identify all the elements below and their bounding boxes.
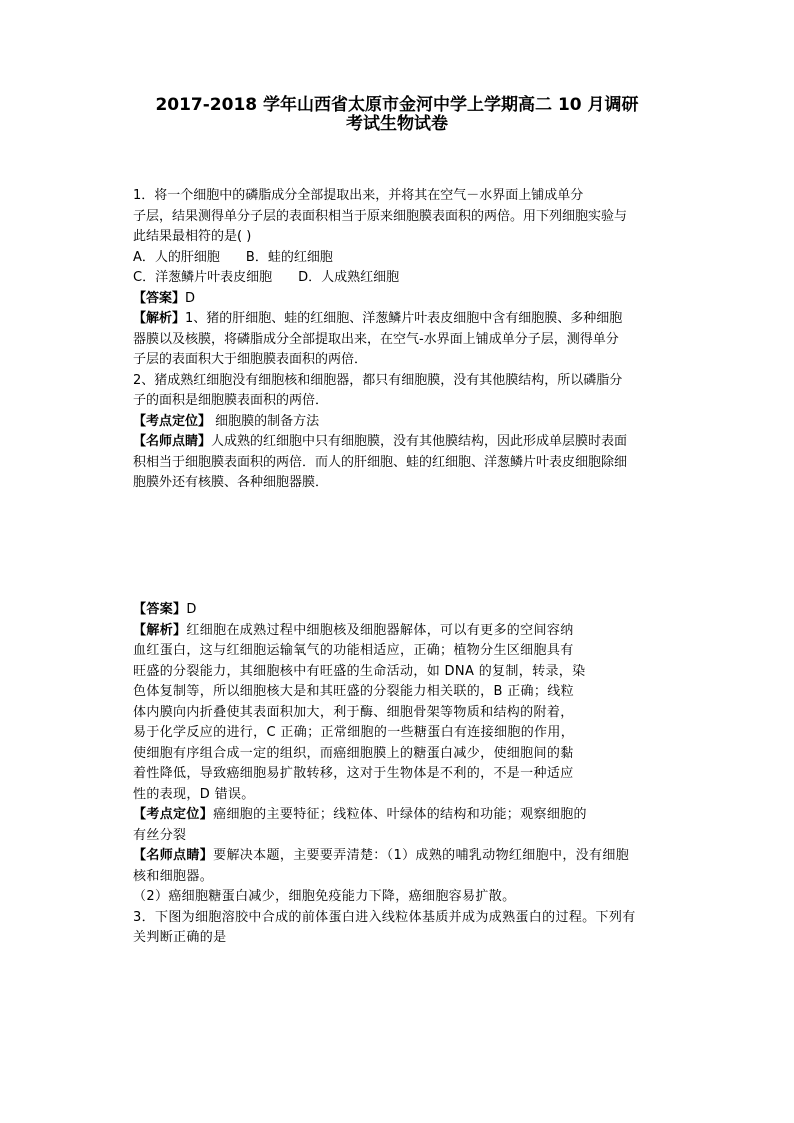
question-1-stem-line: 1．将一个细胞中的磷脂成分全部提取出来，并将其在空气－水界面上铺成单分	[133, 188, 584, 203]
question-1-analysis-line: 2、猪成熟红细胞没有细胞核和细胞器，都只有细胞膜，没有其他膜结构，所以磷脂分	[133, 372, 623, 388]
answer-value: D	[186, 602, 197, 617]
question-1-tip-line: 胞膜外还有核膜、各种细胞器膜．	[133, 475, 329, 490]
question-1-tip-line: 积相当于细胞膜表面积的两倍．而人的肝细胞、蛙的红细胞、洋葱鳞片叶表皮细胞除细	[133, 454, 628, 470]
question-1-analysis-line: 子层的表面积大于细胞膜表面积的两倍．	[133, 352, 368, 367]
option-b: B．蛙的红细胞	[245, 249, 333, 265]
tip-label: 【名师点睛】	[133, 434, 212, 449]
question-1-analysis-line: 子的面积是细胞膜表面积的两倍．	[133, 393, 329, 408]
question-1-options-row-2	[133, 268, 665, 289]
question-2-analysis-line: 体内膜向内折叠使其表面积加大，利于酶、细胞骨架等物质和结构的附着，	[133, 704, 574, 720]
analysis-label: 【解析】	[133, 311, 186, 326]
question-2-analysis-line: 血红蛋白，这与红细胞运输氧气的功能相适应，正确；植物分生区细胞具有	[133, 643, 574, 658]
point-text: 癌细胞的主要特征；线粒体、叶绿体的结构和功能；观察细胞的	[213, 807, 587, 822]
question-2-tip-line	[133, 846, 665, 867]
question-2-analysis-line: 色体复制等，所以细胞核大是和其旺盛的分裂能力相关联的，B 正确；线粒	[133, 684, 574, 699]
question-2-analysis-line: 性的表现，D 错误。	[133, 786, 255, 802]
analysis-text: 红细胞在成熟过程中细胞核及细胞器解体，可以有更多的空间容纳	[186, 622, 574, 638]
question-2-analysis-line: 易于化学反应的进行，C 正确；正常细胞的一些糖蛋白有连接细胞的作用，	[133, 725, 575, 740]
option-d: D．人成熟红细胞	[298, 270, 400, 285]
option-a: A．人的肝细胞	[133, 249, 220, 265]
tip-text: 要解决本题，主要要弄清楚：（1）成熟的哺乳动物红细胞中，没有细胞	[213, 848, 630, 863]
question-1-point	[133, 412, 665, 433]
answer-label: 【答案】	[133, 602, 187, 617]
answer-label: 【答案】	[133, 290, 186, 306]
question-1-block	[133, 186, 665, 494]
question-3-stem-line: 3．下图为细胞溶胶中合成的前体蛋白进入线粒体基质并成为成熟蛋白的过程。下列有	[133, 909, 636, 925]
analysis-text: 1、猪的肝细胞、蛙的红细胞、洋葱鳞片叶表皮细胞中含有细胞膜、多种细胞	[185, 311, 623, 326]
tip-label: 【名师点睛】	[133, 848, 214, 863]
question-2-point-line	[133, 805, 665, 826]
question-1-answer	[133, 289, 665, 310]
question-2-block	[133, 600, 665, 949]
question-2-tip-line: （2）癌细胞糖蛋白减少，细胞免疫能力下降，癌细胞容易扩散。	[133, 889, 516, 904]
question-1-analysis-line: 器膜以及核膜，将磷脂成分全部提取出来，在空气-水界面上铺成单分子层，测得单分	[133, 331, 619, 347]
analysis-label: 【解析】	[133, 622, 187, 638]
question-3-stem-line: 关判断正确的是	[133, 930, 227, 945]
answer-value: D	[185, 290, 196, 306]
tip-text: 人成熟的红细胞中只有细胞膜，没有其他膜结构，因此形成单层膜时表面	[211, 434, 628, 449]
question-2-analysis-line: 使细胞有序组合成一定的组织，而癌细胞膜上的糖蛋白减少，使细胞间的黏	[133, 745, 574, 761]
document-title-line-1: 2017-2018 学年山西省太原市金河中学上学期高二 10 月调研	[155, 95, 639, 115]
question-1-tip-line	[133, 432, 665, 453]
question-2-point-line: 有丝分裂	[133, 827, 187, 843]
question-2-tip-line: 核和细胞器。	[133, 868, 214, 884]
question-2-analysis-line: 着性降低，导致癌细胞易扩散转移，这对于生物体是不利的，不是一种适应	[133, 766, 574, 781]
question-1-stem-line: 子层，结果测得单分子层的表面积相当于原来细胞膜表面积的两倍。用下列细胞实验与	[133, 208, 628, 224]
question-1-analysis-line	[133, 309, 665, 330]
question-2-answer	[133, 600, 665, 621]
question-1-options-row-1	[133, 248, 665, 269]
option-c: C．洋葱鳞片叶表皮细胞	[133, 270, 273, 285]
point-text: 细胞膜的制备方法	[211, 413, 320, 429]
question-1-stem-line: 此结果最相符的是( )	[133, 229, 252, 244]
point-label: 【考点定位】	[133, 413, 212, 429]
document-title-line-2: 考试生物试卷	[346, 114, 448, 134]
question-2-analysis-line	[133, 621, 665, 642]
point-label: 【考点定位】	[133, 807, 214, 822]
question-2-analysis-line: 旺盛的分裂能力，其细胞核中有旺盛的生命活动，如 DNA 的复制，转录，染	[133, 663, 586, 679]
